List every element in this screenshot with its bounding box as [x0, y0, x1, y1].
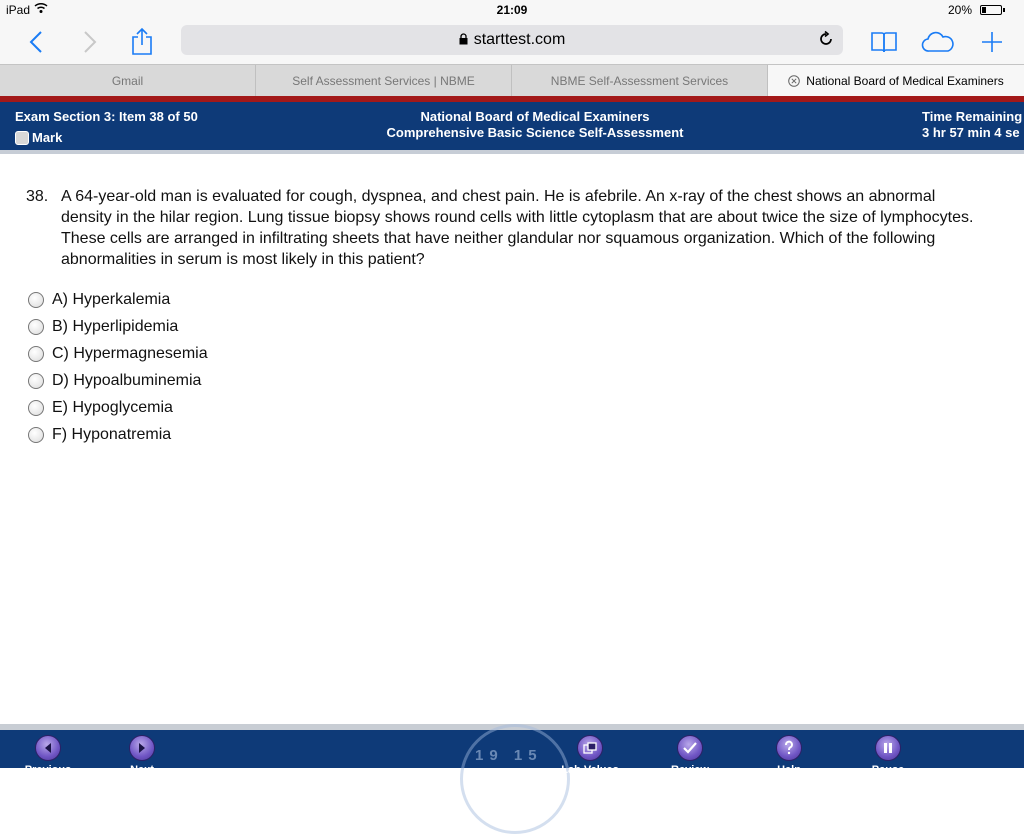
mark-label: Mark	[32, 130, 63, 145]
header-divider	[0, 150, 1024, 154]
answer-label: B) Hyperlipidemia	[52, 317, 179, 335]
device-label: iPad	[6, 3, 31, 17]
answer-label: F) Hyponatremia	[52, 425, 172, 443]
tab-label: Self Assessment Services | NBME	[292, 73, 475, 88]
next-label: Next	[130, 764, 154, 776]
answer-option-e[interactable]	[28, 394, 208, 421]
reload-icon	[817, 30, 835, 48]
browser-toolbar	[0, 20, 1024, 64]
answer-option-c[interactable]	[28, 340, 208, 367]
book-icon	[870, 30, 898, 54]
org-title: National Board of Medical Examiners	[420, 109, 650, 124]
tab-label: NBME Self-Assessment Services	[550, 73, 729, 88]
previous-button[interactable]	[16, 735, 80, 775]
tab-strip	[0, 64, 1024, 96]
review-button[interactable]	[658, 735, 722, 775]
exam-title: Comprehensive Basic Science Self-Assessment	[386, 125, 684, 140]
new-tab-button[interactable]	[976, 26, 1008, 58]
mark-check-icon	[15, 131, 29, 145]
reload-button[interactable]	[817, 30, 837, 50]
review-label: Review	[671, 764, 709, 776]
answer-option-f[interactable]	[28, 421, 208, 448]
lab-values-button[interactable]	[558, 735, 622, 775]
checkmark-icon	[683, 742, 697, 754]
radio-button[interactable]	[28, 346, 44, 362]
answer-option-b[interactable]	[28, 313, 208, 340]
bookmarks-button[interactable]	[868, 26, 900, 58]
icloud-tabs-button[interactable]	[922, 26, 954, 58]
forward-button[interactable]	[74, 26, 106, 58]
help-label: Help	[777, 764, 801, 776]
chevron-right-icon	[83, 30, 97, 54]
previous-label: Previous	[24, 764, 72, 776]
item-info: Exam Section 3: Item 38 of 50	[15, 109, 198, 124]
radio-button[interactable]	[28, 292, 44, 308]
next-button[interactable]	[110, 735, 174, 775]
status-time: 21:09	[496, 3, 528, 17]
answer-label: E) Hypoglycemia	[52, 398, 173, 416]
seal-year: 19 15	[475, 747, 543, 764]
arrow-right-icon	[136, 742, 148, 754]
lab-values-icon	[583, 742, 597, 754]
exam-header	[0, 102, 1024, 150]
share-button[interactable]	[126, 26, 158, 58]
time-remaining-label: Time Remaining	[922, 109, 1023, 124]
answer-list	[28, 286, 208, 448]
bottom-nav-bar	[0, 730, 1024, 776]
help-button[interactable]	[757, 735, 821, 775]
nbme-seal-logo	[460, 724, 570, 834]
battery-icon	[980, 5, 1002, 15]
question-text: A 64-year-old man is evaluated for cough, dyspnea, and chest pain. He is afebrile. An x-ray of the chest shows an abnormal density in the hilar region. Lung tissue biopsy shows round cells with little cytoplasm that are about twice the size of lymphocytes. These cells are arranged in infiltrating sheets that have neither glandular nor squamous organization. Which of the following abnormalities in serum is most likely in this patient?	[61, 188, 974, 268]
pause-button[interactable]	[856, 735, 920, 775]
question-stem	[26, 186, 986, 270]
tab-self-assessment-services[interactable]	[256, 65, 512, 96]
tab-label: Gmail	[111, 73, 144, 88]
radio-button[interactable]	[28, 400, 44, 416]
address-bar[interactable]	[181, 25, 843, 55]
question-number: 38.	[26, 188, 49, 205]
lab-values-label: Lab Values	[561, 764, 619, 776]
answer-label: D) Hypoalbuminemia	[52, 371, 202, 389]
pause-label: Pause	[871, 764, 905, 776]
radio-button[interactable]	[28, 427, 44, 443]
answer-option-a[interactable]	[28, 286, 208, 313]
arrow-left-icon	[42, 742, 54, 754]
answer-label: C) Hypermagnesemia	[52, 344, 208, 362]
chevron-left-icon	[29, 30, 43, 54]
status-bar	[0, 0, 1024, 20]
radio-button[interactable]	[28, 319, 44, 335]
cloud-icon	[921, 31, 955, 53]
answer-option-d[interactable]	[28, 367, 208, 394]
tab-gmail[interactable]	[0, 65, 256, 96]
answer-label: A) Hyperkalemia	[52, 290, 171, 308]
lock-icon	[459, 32, 468, 50]
help-icon	[784, 741, 794, 755]
battery-percent: 20%	[947, 3, 972, 17]
radio-button[interactable]	[28, 373, 44, 389]
pause-icon	[883, 742, 893, 754]
mark-checkbox[interactable]	[15, 130, 62, 145]
tab-nbme-self-assessment[interactable]	[512, 65, 768, 96]
url-text: starttest.com	[473, 31, 566, 48]
time-remaining-value: 3 hr 57 min 4 se	[922, 125, 1020, 140]
back-button[interactable]	[20, 26, 52, 58]
plus-icon	[981, 31, 1003, 53]
tab-label: National Board of Medical Examiners	[806, 73, 1004, 88]
share-icon	[131, 28, 153, 56]
tab-national-board[interactable]	[768, 65, 1024, 96]
close-icon[interactable]	[788, 75, 800, 87]
